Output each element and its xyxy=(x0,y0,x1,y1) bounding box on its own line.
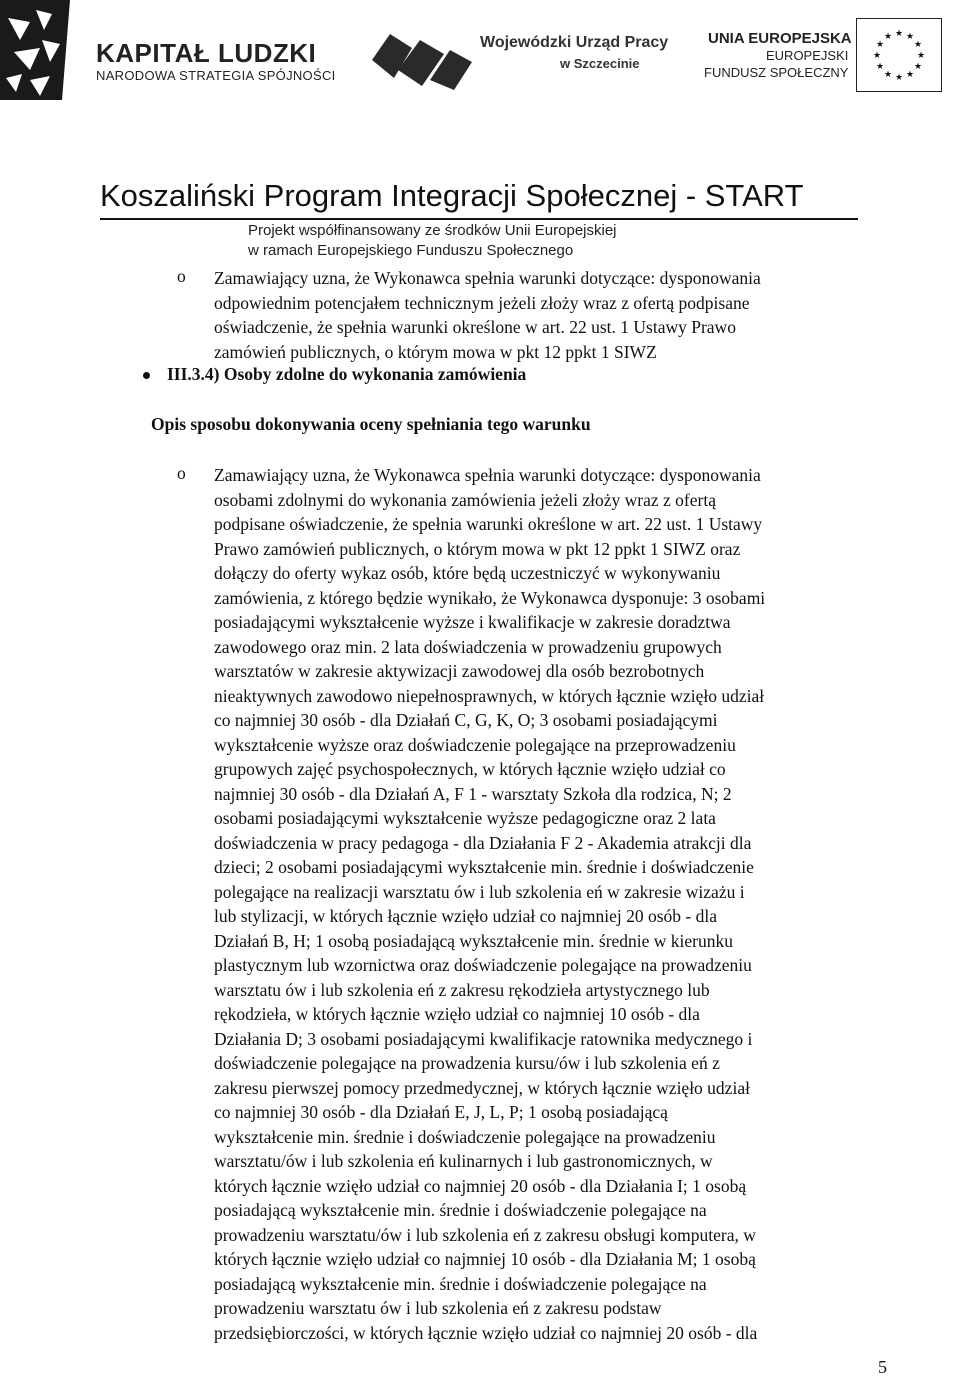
paragraph2-line: dzieci; 2 osobami posiadającymi wykształcenie min. średnie i doświadczenie xyxy=(214,857,754,877)
paragraph1-line: Zamawiający uzna, że Wykonawca spełnia warunki dotyczące: dysponowania xyxy=(214,268,761,288)
paragraph2-line: najmniej 30 osób - dla Działań A, F 1 - warsztaty Szkoła dla rodzica, N; 2 xyxy=(214,783,732,804)
wup-city: w Szczecinie xyxy=(560,56,640,71)
svg-text:★: ★ xyxy=(905,32,915,42)
paragraph1-line: zamówień publicznych, o którym mowa w pkt 12 ppkt 1 SIWZ xyxy=(214,341,657,362)
paragraph2-line: zamówienia, z którego będzie wynikało, że Wykonawca dysponuje: 3 osobami xyxy=(214,587,766,608)
paragraph2-line: których łącznie wzięło udział co najmniej 20 osób - dla Działania I; 1 osobą xyxy=(214,1175,747,1196)
paragraph2-line: podpisane oświadczenie, że spełnia warunki określone w art. 22 ust. 1 Ustawy xyxy=(214,514,763,534)
eu-title: UNIA EUROPEJSKA xyxy=(708,30,852,47)
svg-text:★: ★ xyxy=(875,40,885,50)
paragraph2-line: osobami posiadającymi wykształcenie wyższe pedagogiczne oraz 2 lata xyxy=(214,808,716,828)
paragraph2-line: Działań B, H; 1 osobą posiadającą wykształcenie min. średnie w kierunku xyxy=(214,930,734,951)
paragraph2-line: dołączy do oferty wykaz osób, które będą uczestniczyć w wykonywaniu xyxy=(214,563,721,583)
paragraph2-line: polegające na realizacji warsztatu ów i lub szkolenia eń w zakresie wizażu i xyxy=(214,881,745,902)
paragraph1-line: oświadczenie, że spełnia warunki określone w art. 22 ust. 1 Ustawy Prawo xyxy=(214,317,736,337)
svg-text:★: ★ xyxy=(916,51,926,61)
paragraph2-line: co najmniej 30 osób - dla Działań E, J, L, P; 1 osobą posiadającą xyxy=(214,1102,668,1122)
paragraph2-line: warsztatu ów i lub szkolenia eń z zakresu rękodzieła artystycznego lub xyxy=(214,979,710,1000)
paragraph2-line: prowadzeniu warsztatu/ów i lub szkolenia eń z zakresu obsługi komputera, w xyxy=(214,1224,756,1245)
svg-text:★: ★ xyxy=(883,70,893,80)
paragraph2-line: wykształcenie wyższe oraz doświadczenie polegające na przeprowadzeniu xyxy=(214,734,736,755)
svg-text:★: ★ xyxy=(905,70,915,80)
svg-text:★: ★ xyxy=(894,73,904,83)
section-heading: Opis sposobu dokonywania oceny spełniania tego warunku xyxy=(151,414,591,434)
eu-flag-icon xyxy=(856,18,942,92)
kapital-ludzki-title: KAPITAŁ LUDZKI xyxy=(96,38,317,68)
svg-text:★: ★ xyxy=(872,51,882,61)
eu-fund-line2: FUNDUSZ SPOŁECZNY xyxy=(704,65,849,80)
paragraph2-line: grupowych zajęć psychospołecznych, w których łącznie wzięło udział co xyxy=(214,759,726,779)
paragraph2-line: zawodowego oraz min. 2 lata doświadczenia w prowadzeniu grupowych xyxy=(214,636,722,657)
paragraph2-line: plastycznym lub wzornictwa oraz doświadczenie polegające na prowadzeniu xyxy=(214,955,752,975)
paragraph2-line: rękodzieła, w których łącznie wzięło udział co najmniej 10 osób - dla xyxy=(214,1004,700,1024)
paragraph2-line: zakresu pierwszej pomocy przedmedycznej, w których łącznie wzięło udział xyxy=(214,1077,750,1098)
paragraph2-line: warsztatów w zakresie aktywizacji zawodowej dla osób bezrobotnych xyxy=(214,661,705,681)
program-subtitle-2: w ramach Europejskiego Funduszu Społecznego xyxy=(248,242,574,259)
paragraph2-line: przedsiębiorczości, w których łącznie wzięło udział co najmniej 20 osób - dla xyxy=(214,1322,758,1343)
paragraph2-line: Zamawiający uzna, że Wykonawca spełnia warunki dotyczące: dysponowania xyxy=(214,465,761,485)
list-marker: o xyxy=(177,266,186,286)
section-item-title: III.3.4) Osoby zdolne do wykonania zamówienia xyxy=(167,364,527,384)
program-subtitle-1: Projekt współfinansowany ze środków Unii Europejskiej xyxy=(248,222,617,239)
paragraph2-line: nieaktywnych zawodowo niepełnosprawnych, w których łącznie wzięło udział xyxy=(214,685,765,706)
paragraph2-line: Prawo zamówień publicznych, o którym mowa w pkt 12 ppkt 1 SIWZ oraz xyxy=(214,538,741,559)
eu-fund-line1: EUROPEJSKI xyxy=(766,48,849,63)
paragraph2-line: lub stylizacji, w których łącznie wzięło udział co najmniej 20 osób - dla xyxy=(214,906,717,926)
paragraph2-line: posiadającymi wykształcenie wyższe i kwalifikacje w zakresie doradztwa xyxy=(214,612,731,632)
svg-text:★: ★ xyxy=(875,62,885,72)
paragraph2-line: doświadczenia w pracy pedagoga - dla Działania F 2 - Akademia atrakcji dla xyxy=(214,832,752,853)
paragraph2-line: wykształcenie min. średnie i doświadczenie polegające na prowadzeniu xyxy=(214,1126,716,1147)
paragraph2-line: prowadzeniu warsztatu ów i lub szkolenia eń z zakresu podstaw xyxy=(214,1298,662,1318)
paragraph1-line: odpowiednim potencjałem technicznym jeżeli złoży wraz z ofertą podpisane xyxy=(214,292,750,313)
paragraph2-line: warsztatu/ów i lub szkolenia eń kulinarnych i lub gastronomicznych, w xyxy=(214,1151,713,1171)
page-number: 5 xyxy=(878,1357,887,1377)
wup-name: Wojewódzki Urząd Pracy xyxy=(480,34,669,51)
bullet-icon xyxy=(143,372,150,379)
paragraph2-line: Działania D; 3 osobami posiadającymi kwalifikacje ratownika medycznego i xyxy=(214,1028,753,1049)
paragraph2-line: których łącznie wzięło udział co najmniej 10 osób - dla Działania M; 1 osobą xyxy=(214,1249,756,1269)
title-divider xyxy=(100,218,858,220)
paragraph2-line: posiadającą wykształcenie min. średnie i doświadczenie polegające na xyxy=(214,1273,707,1294)
svg-text:★: ★ xyxy=(883,32,893,42)
paragraph2-line: doświadczenie polegające na prowadzenia kursu/ów i lub szkolenia eń z xyxy=(214,1053,720,1073)
kapital-ludzki-subtitle: NARODOWA STRATEGIA SPÓJNOŚCI xyxy=(96,68,336,83)
paragraph2-line: posiadającą wykształcenie min. średnie i doświadczenie polegające na xyxy=(214,1200,707,1220)
paragraph2-line: co najmniej 30 osób - dla Działań C, G, K, O; 3 osobami posiadającymi xyxy=(214,710,718,730)
svg-text:★: ★ xyxy=(894,29,904,39)
svg-text:★: ★ xyxy=(913,62,923,72)
paragraph2-line: osobami zdolnymi do wykonania zamówienia jeżeli złoży wraz z ofertą xyxy=(214,489,716,510)
list-marker: o xyxy=(177,463,186,483)
program-title: Koszaliński Program Integracji Społecznej - START xyxy=(100,178,804,213)
svg-text:★: ★ xyxy=(913,40,923,50)
